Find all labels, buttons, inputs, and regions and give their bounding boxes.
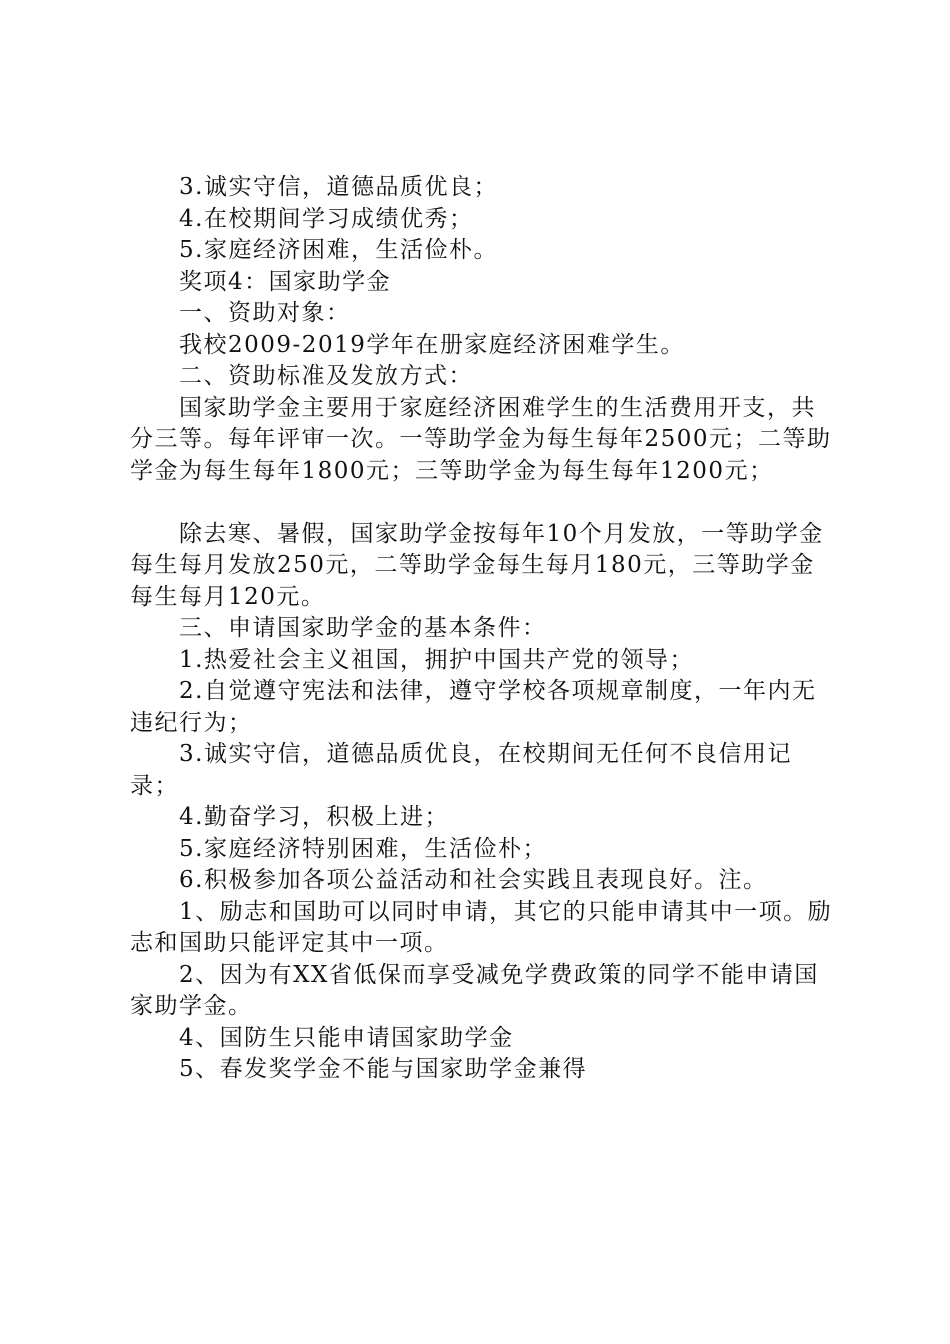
condition-6: 6.积极参加各项公益活动和社会实践且表现良好。注。	[179, 867, 768, 893]
condition-1: 1.热爱社会主义祖国，拥护中国共产党的领导；	[179, 646, 694, 673]
criterion-hardship: 5.家庭经济困难，生活俭朴。	[179, 237, 498, 263]
section-1-body: 我校2009-2019学年在册家庭经济困难学生。	[179, 331, 685, 358]
section-2-heading: 二、资助标准及发放方式：	[179, 363, 473, 389]
document-body	[130, 172, 835, 1086]
section-1-heading: 一、资助对象：	[179, 300, 351, 326]
note-1: 1、励志和国助可以同时申请，其它的只能申请其中一项。励志和国助只能评定其中一项。	[130, 898, 833, 956]
condition-3: 3.诚实守信，道德品质优良，在校期间无任何不良信用记录；	[130, 741, 792, 799]
condition-4: 4.勤奋学习，积极上进；	[179, 804, 449, 830]
criterion-grades: 4.在校期间学习成绩优秀；	[179, 205, 474, 232]
section-3-heading: 三、申请国家助学金的基本条件：	[179, 615, 547, 641]
note-2: 2、因为有XX省低保而享受减免学费政策的同学不能申请国家助学金。	[130, 961, 819, 1019]
section-2-body-standards: 国家助学金主要用于家庭经济困难学生的生活费用开支，共分三等。每年评审一次。一等助学金为每生每年2500元；二等助学金为每生每年1800元；三等助学金为每生每年1200元；	[130, 394, 832, 484]
section-2-body-payment: 除去寒、暑假，国家助学金按每年10个月发放，一等助学金每生每月发放250元，二等助学金每生每月180元，三等助学金每生每月120元。	[130, 520, 824, 610]
note-4: 4、国防生只能申请国家助学金	[179, 1024, 514, 1051]
condition-2: 2.自觉遵守宪法和法律，遵守学校各项规章制度，一年内无违纪行为；	[130, 678, 817, 736]
condition-5: 5.家庭经济特别困难，生活俭朴；	[179, 835, 547, 862]
note-5: 5、春发奖学金不能与国家助学金兼得	[179, 1056, 588, 1082]
award-4-heading: 奖项4：国家助学金	[179, 268, 392, 295]
criterion-honesty: 3.诚实守信，道德品质优良；	[179, 174, 498, 200]
